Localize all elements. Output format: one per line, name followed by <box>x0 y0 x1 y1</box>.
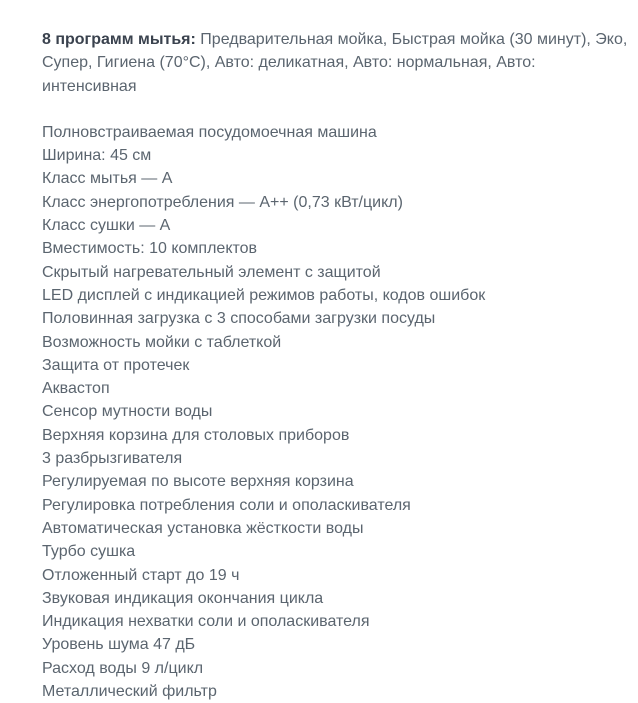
spec-line: Регулировка потребления соли и ополаскивателя <box>42 496 411 514</box>
spec-line: Защита от протечек <box>42 356 190 374</box>
spec-line: Скрытый нагревательный элемент с защитой <box>42 263 381 281</box>
spec-line: Звуковая индикация окончания цикла <box>42 589 324 607</box>
spec-line: Класс сушки — А <box>42 217 171 235</box>
spec-line: Автоматическая установка жёсткости воды <box>42 519 364 537</box>
spec-line: Класс энергопотребления — А++ (0,73 кВт/цикл) <box>42 193 403 211</box>
spec-line: Уровень шума 47 дБ <box>42 636 196 654</box>
spec-line: Вместимость: 10 комплектов <box>42 240 258 258</box>
spec-line: Регулируемая по высоте верхняя корзина <box>42 473 354 491</box>
spec-line: Расход воды 9 л/цикл <box>42 659 204 677</box>
spec-line: Класс мытья — А <box>42 170 173 188</box>
spec-list <box>42 121 630 703</box>
spec-line: Полновстраиваемая посудомоечная машина <box>42 123 377 141</box>
spec-line: LED дисплей с индикацией режимов работы, кодов ошибок <box>42 286 486 304</box>
programs-summary <box>42 28 630 98</box>
spec-line: Отложенный старт до 19 ч <box>42 566 240 584</box>
spec-line: Турбо сушка <box>42 543 136 561</box>
spec-line: Верхняя корзина для столовых приборов <box>42 426 350 444</box>
spec-line: Металлический фильтр <box>42 683 217 701</box>
spec-line: Индикация нехватки соли и ополаскивателя <box>42 613 370 631</box>
spec-line: Сенсор мутности воды <box>42 403 213 421</box>
spec-line: Половинная загрузка с 3 способами загрузки посуды <box>42 310 436 328</box>
spec-line: 3 разбрызгивателя <box>42 450 183 468</box>
programs-summary-text: Предварительная мойка, Быстрая мойка (30 минут), Эко, Супер, Гигиена (70°С), Авто: деликатная, Авто: нормальная, Авто: интенсивная <box>42 31 628 95</box>
spec-line: Аквастоп <box>42 380 110 398</box>
spec-line: Ширина: 45 см <box>42 147 152 165</box>
programs-summary-label: 8 программ мытья: <box>42 31 196 48</box>
spec-line: Возможность мойки с таблеткой <box>42 333 282 351</box>
